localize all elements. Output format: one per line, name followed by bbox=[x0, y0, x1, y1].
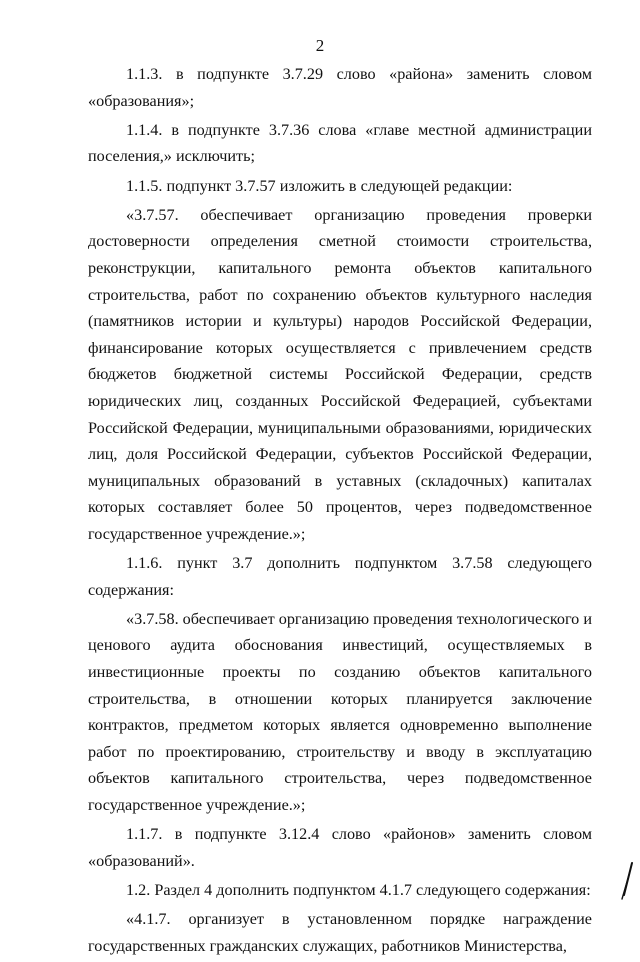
page-number: 2 bbox=[315, 36, 325, 55]
document-body bbox=[88, 61, 592, 962]
paragraph-1-1-5: 1.1.5. подпункт 3.7.57 изложить в следующей редакции: bbox=[126, 176, 513, 195]
margin-ink-mark bbox=[618, 861, 638, 901]
paragraph-1-1-3: 1.1.3. в подпункте 3.7.29 слово «района» заменить словом «образования»; bbox=[88, 65, 592, 110]
paragraph-1-1-4: 1.1.4. в подпункте 3.7.36 слова «главе местной администрации поселения,» исключить; bbox=[88, 120, 592, 166]
paragraph-4-1-7-text: «4.1.7. организует в установленном порядке награждение государственных гражданских служащих, работников Министерства, bbox=[88, 910, 592, 955]
paragraph-1-2: 1.2. Раздел 4 дополнить подпунктом 4.1.7 следующего содержания: bbox=[126, 880, 591, 899]
paragraph-3-7-57-text: «3.7.57. обеспечивает организацию проведения проверки достоверности определения сметной стоимости строительства, реконструкции, капитального ремонта объектов капитального строительства, работ по сохранению объектов культурного наследия (памятников истории и культуры) народов Российской Федерации, финансирование которых осуществляется с привлечением средств бюджетов бюджетной системы Российской Федерации, средств юридических лиц, созданных Российской Федерацией, субъектами Российской Федерации, муниципальными образованиями, юридических лиц, доля Российской Федерации, субъектов Российской Федерации, муниципальных образований в уставных (складочных) капиталах которых составляет более 50 процентов, через подведомственное государственное учреждение.»; bbox=[88, 205, 592, 543]
paragraph-1-1-7: 1.1.7. в подпункте 3.12.4 слово «районов» заменить словом «образований». bbox=[88, 825, 592, 870]
paragraph-3-7-58-text: «3.7.58. обеспечивает организацию проведения технологического и ценового аудита обоснования инвестиций, осуществляемых в инвестиционные проекты по созданию объектов капитального строительства, в отношении которых планируется заключение контрактов, предметом которых является одновременно выполнение работ по проектированию, строительству и вводу в эксплуатацию объектов капитального строительства, через подведомственное государственное учреждение.»; bbox=[88, 609, 592, 814]
paragraph-1-1-6: 1.1.6. пункт 3.7 дополнить подпунктом 3.7.58 следующего содержания: bbox=[88, 554, 592, 599]
